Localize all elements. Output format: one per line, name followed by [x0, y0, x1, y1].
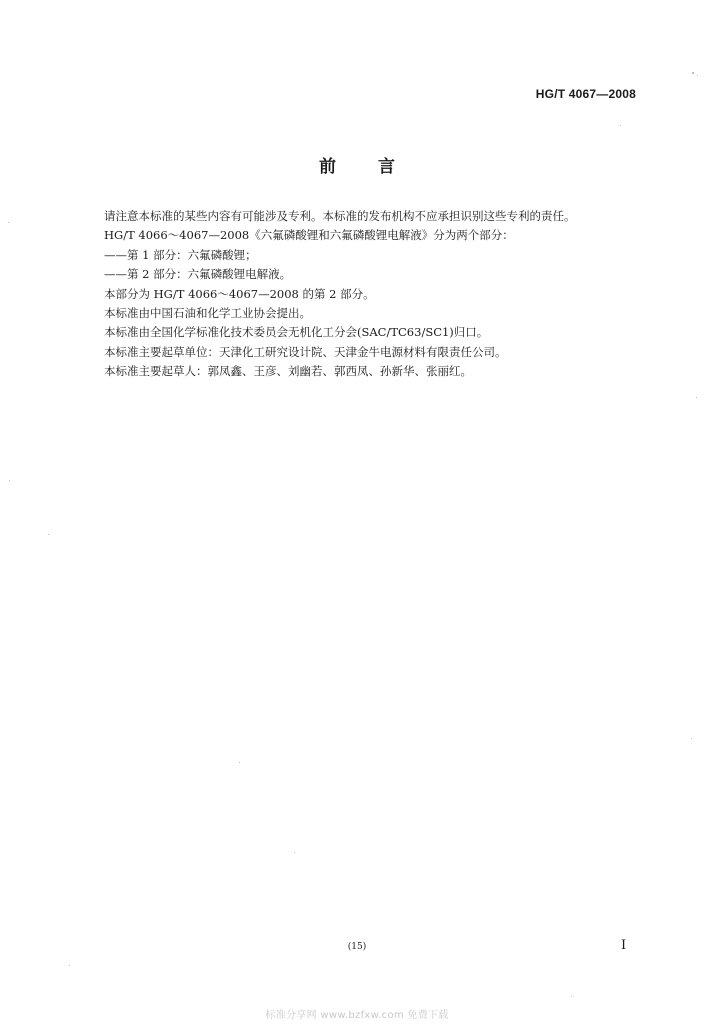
scan-speck — [696, 397, 697, 398]
scan-speck — [691, 738, 692, 739]
paragraph-proposer: 本标准由中国石油和化学工业协会提出。 — [104, 306, 311, 321]
standard-code: HG/T 4067—2008 — [535, 87, 636, 101]
foreword-body — [104, 207, 644, 382]
paragraph-committee: 本标准由全国化学标准化技术委员会无机化工分会(SAC/TC63/SC1)归口。 — [104, 325, 489, 340]
scan-speck — [239, 762, 240, 763]
paragraph-drafting-units: 本标准主要起草单位：天津化工研究设计院、天津金牛电源材料有限责任公司。 — [104, 344, 507, 359]
roman-page-numeral: I — [621, 938, 627, 953]
scan-speck — [620, 125, 621, 126]
paragraph-part-2: ——第 2 部分：六氟磷酸锂电解液。 — [104, 267, 292, 282]
site-watermark: 标准分享网 www.bzfxw.com 免费下载 — [265, 1010, 449, 1021]
paragraph-parts-intro: HG/T 4066～4067—2008《六氟磷酸锂和六氟磷酸锂电解液》分为两个部分： — [104, 228, 514, 243]
page-number: (15) — [347, 942, 367, 952]
scan-speck — [294, 852, 295, 853]
scan-speck — [8, 222, 9, 223]
scan-speck — [9, 480, 10, 481]
title-char-1: 前 — [319, 157, 336, 177]
paragraph-patent-notice: 请注意本标准的某些内容有可能涉及专利。本标准的发布机构不应承担识别这些专利的责任。 — [104, 209, 576, 223]
scan-speck — [69, 965, 70, 966]
paragraph-drafters: 本标准主要起草人：郭凤鑫、王彦、刘幽若、郭西凤、孙新华、张丽红。 — [104, 364, 472, 379]
paragraph-this-part: 本部分为 HG/T 4066～4067—2008 的第 2 部分。 — [104, 286, 375, 301]
scan-speck — [571, 996, 572, 997]
scan-speck — [692, 72, 694, 74]
scan-speck — [48, 534, 49, 535]
paragraph-part-1: ——第 1 部分：六氟磷酸锂； — [104, 247, 257, 262]
page-title — [0, 152, 714, 177]
scan-speck — [697, 75, 698, 76]
title-char-2: 言 — [378, 157, 395, 177]
